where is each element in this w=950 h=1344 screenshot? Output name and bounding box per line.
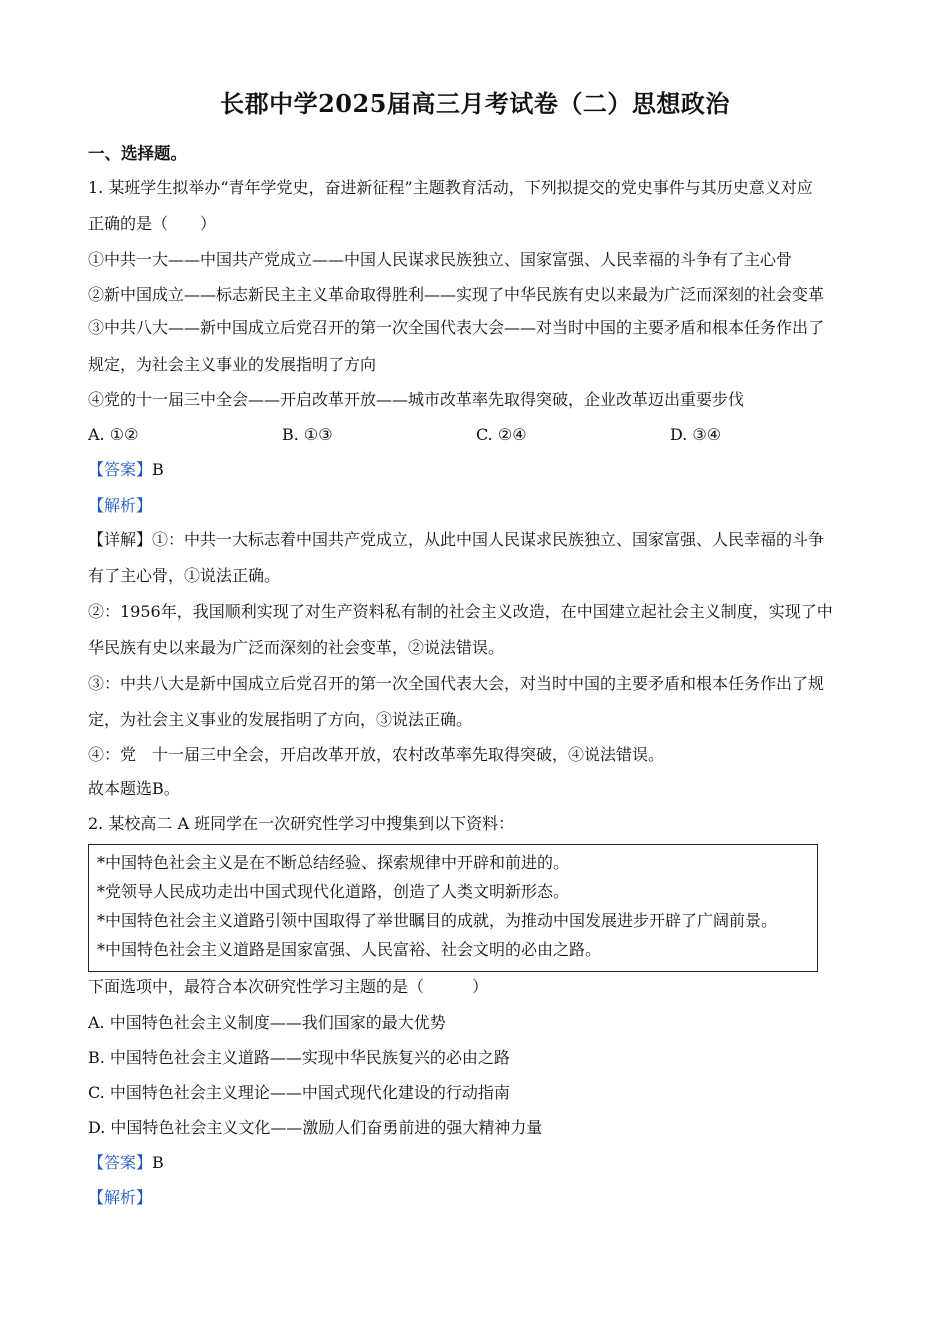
q1-item-3-line2: 规定，为社会主义事业的发展指明了方向 (88, 355, 377, 374)
q1-detail-1-line1 (88, 530, 824, 550)
q1-detail-3-line1: ③：中共八大是新中国成立后党召开的第一次全国代表大会，对当时中国的主要矛盾和根本任务作出了规 (88, 674, 825, 693)
q1-option-d: D. ③④ (670, 425, 722, 444)
q2-material-line: *中国特色社会主义是在不断总结经验、探索规律中开辟和前进的。 (97, 853, 570, 872)
q1-conclusion: 故本题选B。 (88, 779, 180, 798)
q1-detail-4: ④：党 十一届三中全会，开启改革开放，农村改革率先取得突破，④说法错误。 (88, 745, 665, 764)
q2-question: 下面选项中，最符合本次研究性学习主题的是（ ） (88, 977, 489, 996)
q1-item-3-line1: ③中共八大——新中国成立后党召开的第一次全国代表大会——对当时中国的主要矛盾和根本任务作出了 (88, 318, 825, 337)
page-title: 长郡中学2025届高三月考试卷（二）思想政治 (220, 89, 730, 118)
q1-detail-3-line2: 定，为社会主义事业的发展指明了方向，③说法正确。 (88, 710, 473, 729)
q1-item-1: ①中共一大——中国共产党成立——中国人民谋求民族独立、国家富强、人民幸福的斗争有了主心骨 (88, 250, 793, 269)
q1-option-a: A. ①② (88, 425, 139, 444)
q1-analysis-tag: 【解析】 (88, 496, 153, 515)
section-heading: 一、选择题。 (88, 144, 187, 163)
answer-value: B (152, 460, 164, 479)
q2-option-b: B. 中国特色社会主义道路——实现中华民族复兴的必由之路 (88, 1048, 510, 1067)
q2-option-d: D. 中国特色社会主义文化——激励人们奋勇前进的强大精神力量 (88, 1118, 543, 1137)
q1-stem-line2: 正确的是（ ） (88, 214, 217, 233)
q1-option-c: C. ②④ (476, 425, 527, 444)
q1-detail-1-line2: 有了主心骨，①说法正确。 (88, 566, 281, 585)
q2-material-line: *中国特色社会主义道路是国家富强、人民富裕、社会文明的必由之路。 (97, 940, 602, 959)
detail-text: ①：中共一大标志着中国共产党成立，从此中国人民谋求民族独立、国家富强、人民幸福的斗争 (152, 530, 825, 549)
answer-value: B (152, 1153, 164, 1172)
q2-material-box (88, 844, 818, 972)
q1-item-2: ②新中国成立——标志新民主主义革命取得胜利——实现了中华民族有史以来最为广泛而深刻的社会变革 (88, 285, 825, 304)
q1-detail-2-line2: 华民族有史以来最为广泛而深刻的社会变革，②说法错误。 (88, 638, 505, 657)
q1-stem-line1: 1. 某班学生拟举办“青年学党史，奋进新征程”主题教育活动，下列拟提交的党史事件与其历史意义对应 (88, 178, 813, 197)
q2-analysis-tag: 【解析】 (88, 1188, 153, 1207)
answer-tag: 【答案】 (88, 1153, 153, 1172)
q2-option-c: C. 中国特色社会主义理论——中国式现代化建设的行动指南 (88, 1083, 510, 1102)
q2-answer (88, 1153, 164, 1173)
q2-option-a: A. 中国特色社会主义制度——我们国家的最大优势 (88, 1013, 446, 1032)
detail-tag: 【详解】 (88, 530, 153, 549)
q1-item-4: ④党的十一届三中全会——开启改革开放——城市改革率先取得突破，企业改革迈出重要步伐 (88, 390, 745, 409)
q1-detail-2-line1: ②：1956年，我国顺利实现了对生产资料私有制的社会主义改造，在中国建立起社会主义制度，实现了中 (88, 602, 833, 621)
q1-answer (88, 460, 164, 480)
answer-tag: 【答案】 (88, 460, 153, 479)
q2-stem: 2. 某校高二 A 班同学在一次研究性学习中搜集到以下资料： (88, 814, 515, 833)
q2-material-line: *党领导人民成功走出中国式现代化道路，创造了人类文明新形态。 (97, 882, 570, 901)
q2-material-line: *中国特色社会主义道路引领中国取得了举世瞩目的成就，为推动中国发展进步开辟了广阔前景。 (97, 911, 778, 930)
q1-option-b: B. ①③ (282, 425, 333, 444)
